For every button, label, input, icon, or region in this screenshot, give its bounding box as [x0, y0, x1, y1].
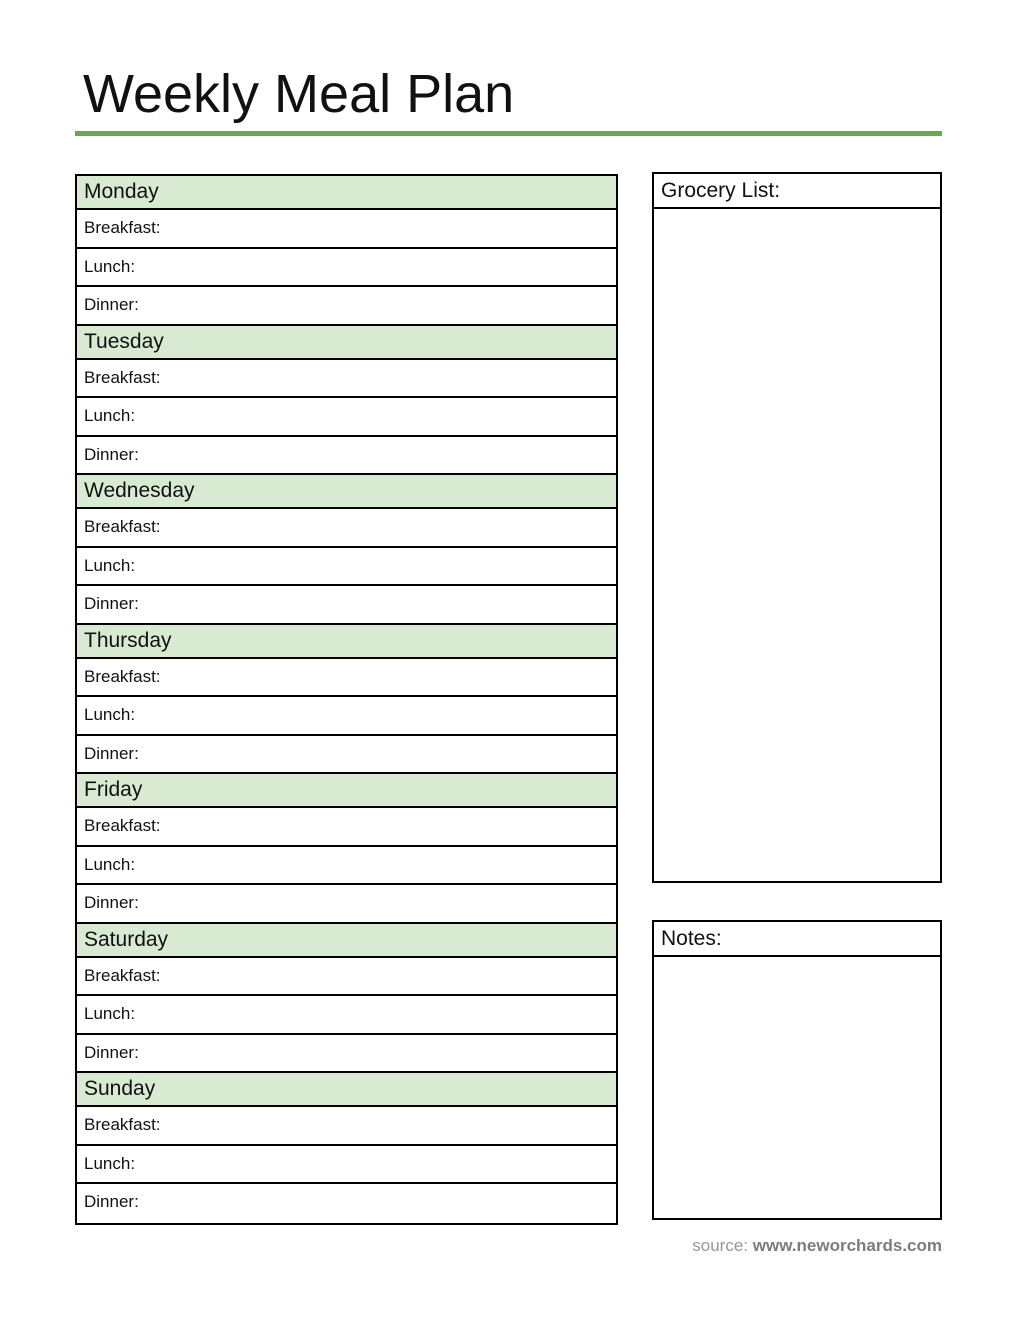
source-label: source:	[692, 1236, 749, 1255]
grocery-list-section	[652, 172, 942, 883]
meal-row-sunday-lunch[interactable]	[77, 1146, 616, 1185]
meal-row-monday-lunch[interactable]	[77, 249, 616, 288]
meal-row-wednesday-breakfast[interactable]	[77, 509, 616, 548]
meal-label: Dinner:	[84, 1192, 139, 1211]
day-header-sunday: Sunday	[77, 1073, 616, 1107]
day-header-saturday: Saturday	[77, 924, 616, 958]
source-site: www.neworchards.com	[752, 1236, 942, 1255]
title-divider-line	[75, 131, 942, 136]
day-header-thursday: Thursday	[77, 625, 616, 659]
meal-label: Breakfast:	[84, 816, 161, 835]
meal-plan-table	[75, 174, 618, 1225]
meal-row-sunday-dinner[interactable]	[77, 1184, 616, 1223]
meal-label: Dinner:	[84, 444, 139, 464]
meal-row-thursday-lunch[interactable]	[77, 697, 616, 736]
day-header-tuesday: Tuesday	[77, 326, 616, 360]
meal-row-thursday-breakfast[interactable]	[77, 659, 616, 698]
meal-row-wednesday-lunch[interactable]	[77, 548, 616, 587]
meal-label: Breakfast:	[84, 965, 161, 985]
meal-label: Lunch:	[84, 555, 136, 575]
meal-row-friday-dinner[interactable]	[77, 885, 616, 924]
notes-title: Notes:	[654, 922, 940, 957]
meal-label: Lunch:	[84, 1004, 136, 1023]
meal-row-wednesday-dinner[interactable]	[77, 586, 616, 625]
notes-area[interactable]	[654, 957, 940, 1218]
page-title: Weekly Meal Plan	[83, 64, 515, 124]
meal-label: Breakfast:	[84, 218, 161, 237]
meal-label: Dinner:	[84, 1042, 139, 1062]
meal-row-sunday-breakfast[interactable]	[77, 1107, 616, 1146]
notes-section	[652, 920, 942, 1220]
meal-label: Lunch:	[84, 854, 136, 874]
day-header-friday: Friday	[77, 774, 616, 808]
meal-label: Lunch:	[84, 256, 136, 276]
meal-row-tuesday-dinner[interactable]	[77, 437, 616, 476]
meal-row-saturday-dinner[interactable]	[77, 1035, 616, 1074]
day-header-wednesday: Wednesday	[77, 475, 616, 509]
meal-label: Breakfast:	[84, 367, 161, 387]
meal-label: Dinner:	[84, 743, 139, 763]
meal-label: Dinner:	[84, 893, 139, 912]
meal-row-monday-breakfast[interactable]	[77, 210, 616, 249]
meal-label: Lunch:	[84, 1153, 136, 1173]
meal-label: Lunch:	[84, 406, 136, 425]
meal-row-monday-dinner[interactable]	[77, 287, 616, 326]
meal-row-thursday-dinner[interactable]	[77, 736, 616, 775]
meal-label: Breakfast:	[84, 666, 161, 686]
grocery-list-title: Grocery List:	[654, 174, 940, 209]
meal-row-saturday-breakfast[interactable]	[77, 958, 616, 997]
meal-row-friday-breakfast[interactable]	[77, 808, 616, 847]
meal-label: Lunch:	[84, 705, 136, 724]
meal-row-tuesday-breakfast[interactable]	[77, 360, 616, 399]
meal-label: Dinner:	[84, 295, 139, 314]
meal-row-friday-lunch[interactable]	[77, 847, 616, 886]
source-credit	[0, 1236, 942, 1256]
meal-row-saturday-lunch[interactable]	[77, 996, 616, 1035]
grocery-list-area[interactable]	[654, 209, 940, 881]
meal-label: Dinner:	[84, 594, 139, 613]
day-header-monday: Monday	[77, 176, 616, 210]
meal-label: Breakfast:	[84, 1115, 161, 1134]
meal-label: Breakfast:	[84, 517, 161, 536]
meal-row-tuesday-lunch[interactable]	[77, 398, 616, 437]
